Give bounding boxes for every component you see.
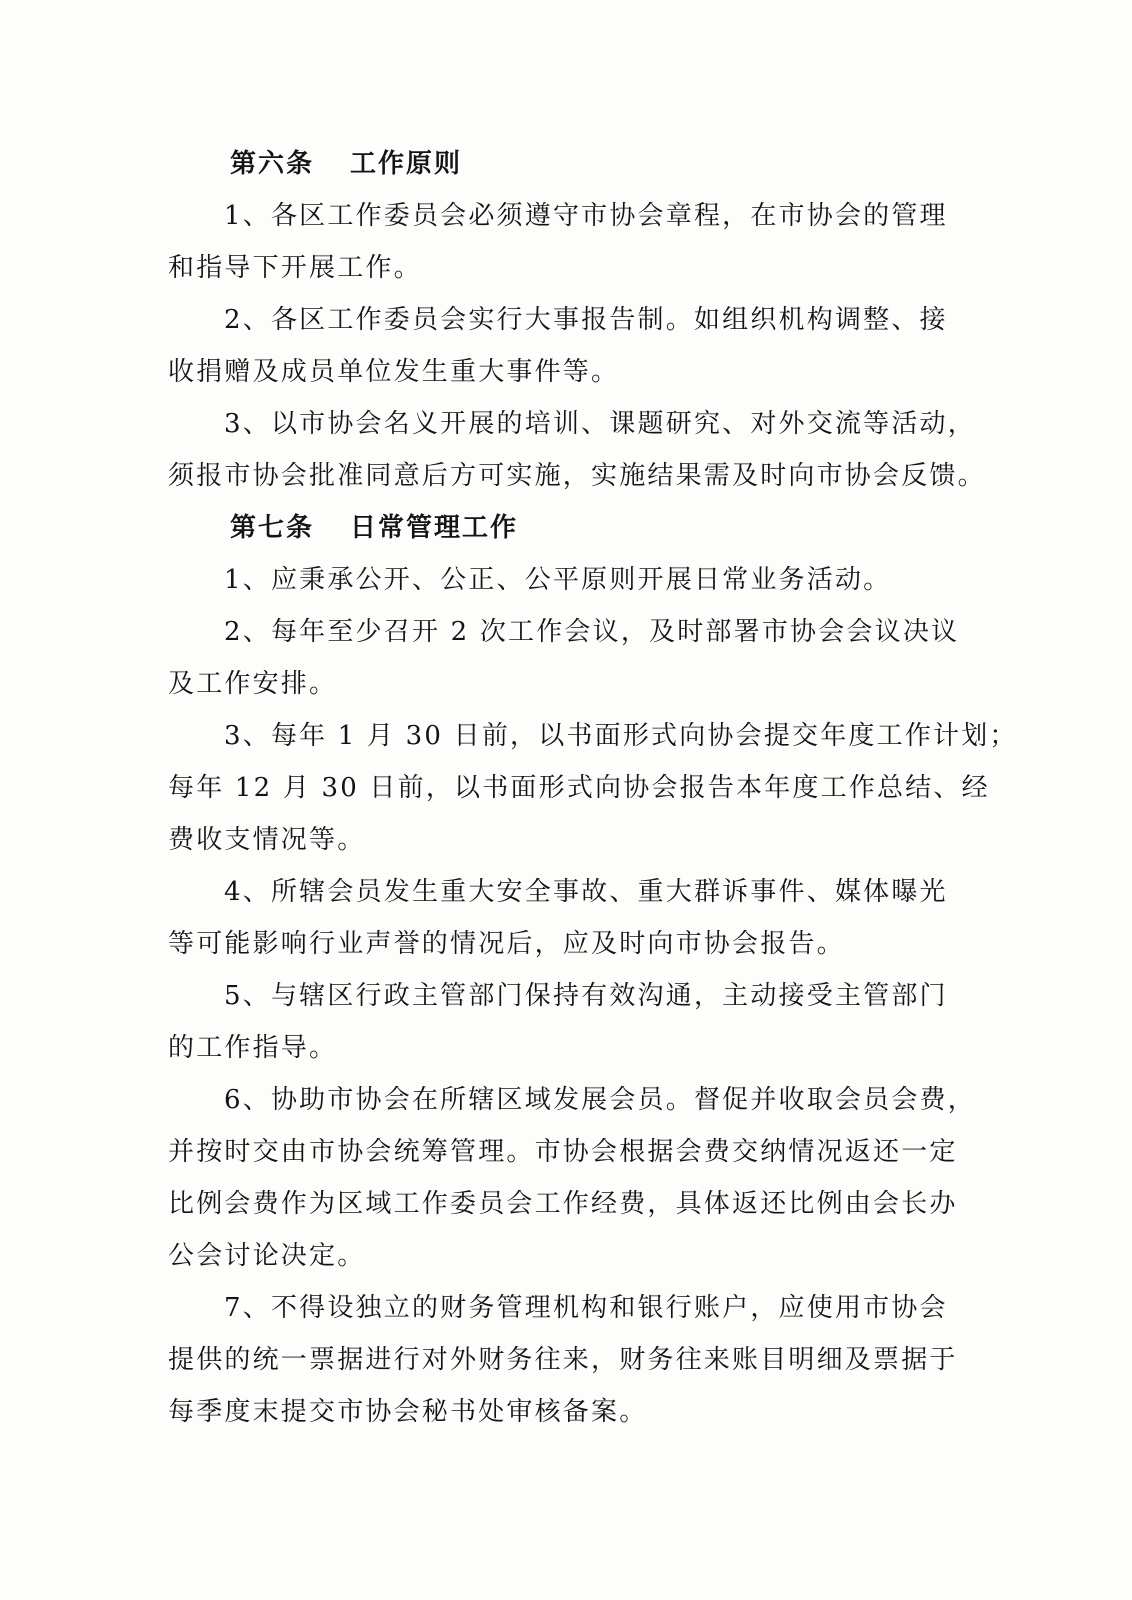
text-line: 并按时交由市协会统筹管理。市协会根据会费交纳情况返还一定 <box>168 1137 958 1167</box>
paragraph <box>168 554 954 606</box>
text-line: 2、各区工作委员会实行大事报告制。如组织机构调整、接 <box>224 305 948 335</box>
paragraph <box>168 190 954 294</box>
text-line: 每年 12 月 30 日前，以书面形式向协会报告本年度工作总结、经 <box>168 773 990 803</box>
text-line: 7、不得设独立的财务管理机构和银行账户，应使用市协会 <box>224 1293 948 1323</box>
paragraph <box>168 398 986 502</box>
document-body <box>168 138 1018 1438</box>
text-line: 6、协助市协会在所辖区域发展会员。督促并收取会员会费， <box>224 1085 976 1115</box>
section-title: 日常管理工作 <box>350 513 519 543</box>
paragraph <box>168 606 960 710</box>
text-line: 提供的统一票据进行对外财务往来，财务往来账目明细及票据于 <box>168 1345 958 1375</box>
text-line: 1、应秉承公开、公正、公平原则开展日常业务活动。 <box>224 565 892 595</box>
section-heading-7 <box>168 502 954 554</box>
section-heading-6 <box>168 138 954 190</box>
paragraph <box>168 866 954 970</box>
text-line: 须报市协会批准同意后方可实施，实施结果需及时向市协会反馈。 <box>168 461 986 491</box>
text-line: 每季度末提交市协会秘书处审核备案。 <box>168 1397 648 1427</box>
text-line: 公会讨论决定。 <box>168 1241 366 1271</box>
paragraph <box>168 294 954 398</box>
text-line: 3、以市协会名义开展的培训、课题研究、对外交流等活动， <box>224 409 976 439</box>
text-line: 3、每年 1 月 30 日前，以书面形式向协会提交年度工作计划； <box>224 721 1018 751</box>
text-line: 5、与辖区行政主管部门保持有效沟通，主动接受主管部门 <box>224 981 948 1011</box>
text-line: 比例会费作为区域工作委员会工作经费，具体返还比例由会长办 <box>168 1189 958 1219</box>
paragraph <box>168 1282 958 1438</box>
paragraph <box>168 970 954 1074</box>
section-title: 工作原则 <box>350 149 463 179</box>
text-line: 和指导下开展工作。 <box>168 253 422 283</box>
section-number: 第七条 <box>230 513 315 543</box>
section-number: 第六条 <box>230 149 315 179</box>
text-line: 等可能影响行业声誉的情况后，应及时向市协会报告。 <box>168 929 845 959</box>
text-line: 及工作安排。 <box>168 669 338 699</box>
text-line: 费收支情况等。 <box>168 825 366 855</box>
text-line: 4、所辖会员发生重大安全事故、重大群诉事件、媒体曝光 <box>224 877 948 907</box>
paragraph <box>168 710 1018 866</box>
text-line: 2、每年至少召开 2 次工作会议，及时部署市协会会议决议 <box>224 617 960 647</box>
paragraph <box>168 1074 976 1282</box>
text-line: 收捐赠及成员单位发生重大事件等。 <box>168 357 620 387</box>
text-line: 1、各区工作委员会必须遵守市协会章程，在市协会的管理 <box>224 201 948 231</box>
text-line: 的工作指导。 <box>168 1033 338 1063</box>
